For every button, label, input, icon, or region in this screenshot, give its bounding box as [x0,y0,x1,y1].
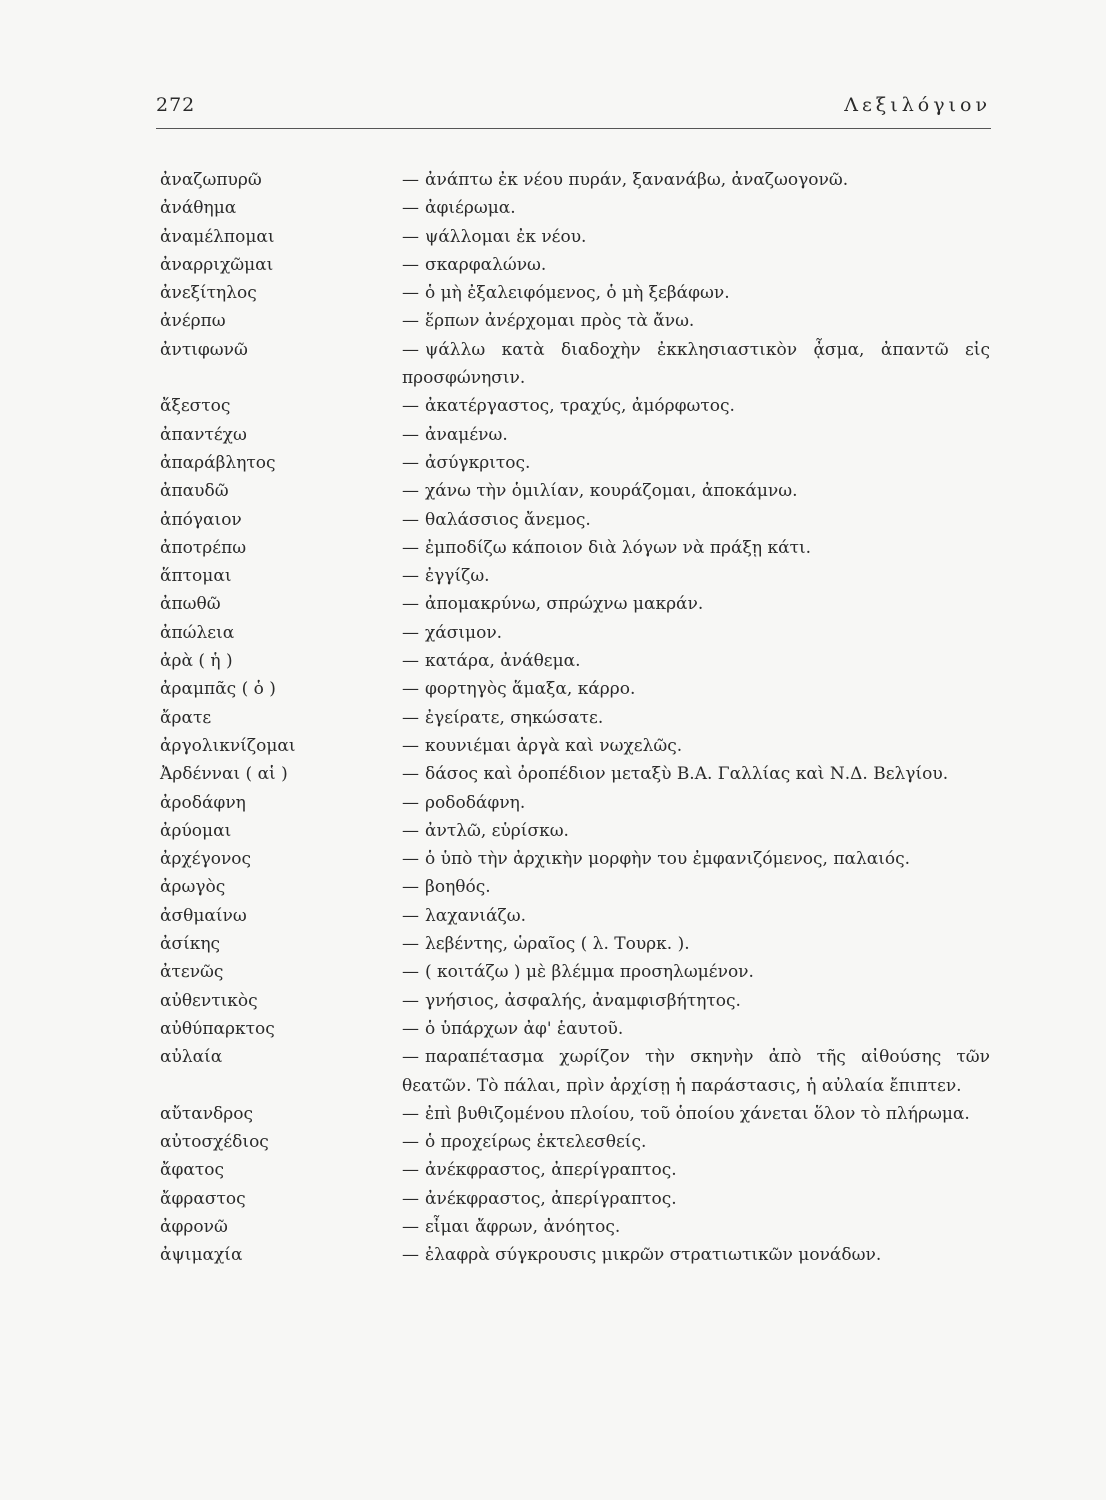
glossary-entry [160,223,990,251]
glossary-entry [160,506,990,534]
entry-definition-block [402,704,990,732]
entry-definition: θαλάσσιος ἄνεμος. [425,509,591,530]
entry-definition: λαχανιάζω. [425,905,526,926]
entry-definition-block [402,817,990,845]
entry-term: ἀναμέλπομαι [160,226,275,247]
glossary-entry [160,251,990,279]
entry-term: ἀπαυδῶ [160,481,229,502]
entry-definition: ( κοιτάζω ) μὲ βλέμμα προσηλωμένον. [425,962,754,983]
glossary-entry [160,421,990,449]
entry-definition: σκαρφαλώνω. [425,254,547,275]
glossary-entry [160,987,990,1015]
em-dash: — [402,1132,419,1153]
em-dash: — [402,170,419,190]
glossary-entry [160,760,990,788]
glossary-entry [160,336,990,393]
glossary-entry [160,1185,990,1213]
glossary-entry [160,562,990,590]
entry-term: ἀρωγὸς [160,877,226,898]
em-dash: — [402,707,419,728]
entry-definition-block [402,902,990,930]
entry-term: ἀπαράβλητος [160,452,276,473]
em-dash: — [402,1018,419,1039]
entry-definition: χάσιμον. [425,622,503,643]
entry-definition: παραπέτασμα χωρίζον τὴν σκηνὴν ἀπὸ τῆς αἰθούσης τῶν θεατῶν. Τὸ πάλαι, πρὶν ἀρχίσῃ ἡ παράστασις, ἡ αὐλαία ἔπιπτεν. [402,1047,990,1096]
entry-term: αὐθεντικὸς [160,990,258,1011]
entry-definition-block [402,958,990,986]
glossary-entry [160,1128,990,1156]
entry-definition: ἀφιέρωμα. [425,198,516,219]
glossary-entry [160,392,990,420]
entry-term: ἀποτρέπω [160,537,247,558]
entry-definition-block [402,619,990,647]
glossary-entry [160,704,990,732]
glossary-entry [160,845,990,873]
entry-definition-block [402,732,990,760]
entry-term: ἀραμπᾶς ( ὁ ) [160,679,276,700]
entry-definition-block [402,166,990,194]
entry-definition-block [402,449,990,477]
glossary-entry [160,873,990,901]
em-dash: — [402,1216,419,1237]
entry-definition: ἀσύγκριτος. [425,452,531,473]
em-dash: — [402,283,419,304]
entry-definition: ἕρπων ἀνέρχομαι πρὸς τὰ ἄνω. [425,311,695,332]
glossary-entry [160,789,990,817]
em-dash: — [402,452,419,473]
em-dash: — [402,396,419,417]
entry-definition-block [402,930,990,958]
entry-term: ἀπαντέχω [160,424,247,445]
em-dash: — [402,735,419,756]
entry-term: ἀρχέγονος [160,849,252,870]
entry-definition-block [402,845,990,873]
glossary-entry [160,647,990,675]
entry-definition: βοηθός. [425,877,491,898]
entry-definition-block [402,223,990,251]
entry-term: ἀτενῶς [160,962,224,983]
glossary-entry [160,1213,990,1241]
entry-definition: ἀνάπτω ἐκ νέου πυράν, ξανανάβω, ἀναζωογονῶ. [425,170,849,190]
entry-term: αὔτανδρος [160,1103,254,1124]
entry-definition: ἀνέκφραστος, ἀπερίγραπτος. [425,1188,677,1209]
entry-definition-block [402,590,990,618]
entry-definition: κατάρα, ἀνάθεμα. [425,651,581,672]
em-dash: — [402,1188,419,1209]
glossary-entry [160,534,990,562]
entry-definition-block [402,760,990,788]
entry-term: ἄφατος [160,1160,225,1181]
entry-definition: ἐγείρατε, σηκώσατε. [425,707,604,728]
entry-definition: ἀνέκφραστος, ἀπερίγραπτος. [425,1160,677,1181]
entry-definition-block [402,562,990,590]
entry-term: ἅπτομαι [160,566,232,587]
entry-definition-block [402,251,990,279]
entry-definition-block [402,307,990,335]
em-dash: — [402,905,419,926]
entry-definition-block [402,1185,990,1213]
entry-term: ἀσθμαίνω [160,905,247,926]
entry-definition: ἐπὶ βυθιζομένου πλοίου, τοῦ ὁποίου χάνεται ὅλον τὸ πλήρωμα. [425,1103,970,1124]
em-dash: — [402,424,419,445]
em-dash: — [402,254,419,275]
entry-term: ἀρὰ ( ἡ ) [160,651,233,672]
em-dash: — [402,1245,419,1266]
entry-definition-block [402,987,990,1015]
page-header [156,94,991,126]
entry-definition-block [402,675,990,703]
entry-definition: ὁ ὑπάρχων ἀφ' ἑαυτοῦ. [425,1018,624,1039]
em-dash: — [402,622,419,643]
entry-definition-block [402,1100,990,1128]
entry-definition-block [402,647,990,675]
entry-definition: γνήσιος, ἀσφαλής, ἀναμφισβήτητος. [425,990,741,1011]
glossary-entry [160,1156,990,1184]
entry-definition: ἀπομακρύνω, σπρώχνω μακράν. [425,594,704,615]
glossary-entry [160,958,990,986]
entry-term: Ἀρδένναι ( αἱ ) [160,764,288,785]
em-dash: — [402,877,419,898]
entry-definition: ἐγγίζω. [425,566,490,587]
em-dash: — [402,198,419,219]
entry-definition: ἐλαφρὰ σύγκρουσις μικρῶν στρατιωτικῶν μονάδων. [425,1245,882,1266]
entry-definition-block [402,421,990,449]
entry-term: ἀνάθημα [160,198,237,219]
entry-definition: ὁ προχείρως ἐκτελεσθείς. [425,1132,647,1153]
glossary-entries [160,166,990,1270]
entry-definition: ψάλλομαι ἐκ νέου. [425,226,587,247]
entry-term: ἄφραστος [160,1188,246,1209]
glossary-entry [160,930,990,958]
glossary-entry [160,449,990,477]
glossary-entry [160,675,990,703]
entry-term: ἀφρονῶ [160,1216,228,1237]
entry-term: ἀσίκης [160,934,221,955]
entry-term: ἀνεξίτηλος [160,283,257,304]
entry-definition-block [402,477,990,505]
em-dash: — [402,934,419,955]
entry-definition-block [402,1043,990,1100]
entry-definition-block [402,506,990,534]
entry-definition: ὁ μὴ ἐξαλειφόμενος, ὁ μὴ ξεβάφων. [425,283,730,304]
entry-definition: χάνω τὴν ὁμιλίαν, κουράζομαι, ἀποκάμνω. [425,481,798,502]
entry-definition-block [402,789,990,817]
em-dash: — [402,651,419,672]
entry-term: ἀναζωπυρῶ [160,170,262,190]
entry-definition-block [402,1156,990,1184]
entry-definition-block [402,534,990,562]
glossary-entry [160,1100,990,1128]
entry-definition-block [402,1213,990,1241]
glossary-entry [160,1015,990,1043]
entry-term: ἄξεστος [160,396,231,417]
em-dash: — [402,1047,419,1068]
entry-definition: κουνιέμαι ἀργὰ καὶ νωχελῶς. [425,735,683,756]
em-dash: — [402,339,419,360]
header-divider [156,128,991,129]
entry-definition: λεβέντης, ὡραῖος ( λ. Τουρκ. ). [425,934,690,955]
entry-term: ἀροδάφνη [160,792,246,813]
glossary-entry [160,902,990,930]
em-dash: — [402,566,419,587]
page-number: 272 [156,94,196,116]
entry-definition: ἀναμένω. [425,424,508,445]
entry-definition: ἐμποδίζω κάποιον διὰ λόγων νὰ πράξῃ κάτι. [425,537,812,558]
entry-term: ἀπωθῶ [160,594,221,615]
entry-definition-block [402,279,990,307]
em-dash: — [402,990,419,1011]
entry-definition: ἀντλῶ, εὑρίσκω. [425,820,569,841]
glossary-entry [160,1043,990,1100]
glossary-entry [160,1241,990,1269]
entry-term: αὐτοσχέδιος [160,1132,269,1153]
entry-definition-block [402,1241,990,1269]
entry-term: ἀντιφωνῶ [160,339,248,360]
em-dash: — [402,679,419,700]
entry-term: ἀργολικνίζομαι [160,735,296,756]
em-dash: — [402,849,419,870]
em-dash: — [402,509,419,530]
entry-definition-block [402,1128,990,1156]
entry-term: αὐλαία [160,1047,223,1068]
entry-definition: φορτηγὸς ἅμαξα, κάρρο. [425,679,636,700]
entry-definition: ροδοδάφνη. [425,792,526,813]
entry-definition: ἀκατέργαστος, τραχύς, ἀμόρφωτος. [425,396,735,417]
glossary-entry [160,166,990,194]
em-dash: — [402,792,419,813]
em-dash: — [402,820,419,841]
em-dash: — [402,962,419,983]
em-dash: — [402,1160,419,1181]
em-dash: — [402,1103,419,1124]
em-dash: — [402,481,419,502]
entry-definition-block [402,392,990,420]
em-dash: — [402,537,419,558]
glossary-entry [160,817,990,845]
em-dash: — [402,764,419,785]
glossary-entry [160,279,990,307]
entry-term: ἀπώλεια [160,622,235,643]
entry-term: ἀρύομαι [160,820,232,841]
entry-term: ἀψιμαχία [160,1245,243,1266]
entry-term: ἀπόγαιον [160,509,242,530]
entry-term: αὐθύπαρκτος [160,1018,275,1039]
glossary-entry [160,307,990,335]
entry-term: ἀναρριχῶμαι [160,254,274,275]
entry-definition-block [402,1015,990,1043]
entry-definition: δάσος καὶ ὀροπέδιον μεταξὺ Β.Α. Γαλλίας καὶ Ν.Δ. Βελγίου. [425,764,949,785]
glossary-entry [160,477,990,505]
glossary-entry [160,194,990,222]
glossary-entry [160,590,990,618]
em-dash: — [402,594,419,615]
entry-definition-block [402,194,990,222]
glossary-entry [160,619,990,647]
entry-term: ἀνέρπω [160,311,226,332]
entry-definition-block [402,336,990,393]
em-dash: — [402,226,419,247]
entry-definition-block [402,873,990,901]
entry-term: ἄρατε [160,707,212,728]
entry-definition: εἶμαι ἄφρων, ἀνόητος. [425,1216,621,1237]
em-dash: — [402,311,419,332]
entry-definition: ὁ ὑπὸ τὴν ἀρχικὴν μορφὴν του ἐμφανιζόμενος, παλαιός. [425,849,911,870]
glossary-entry [160,732,990,760]
entry-definition: ψάλλω κατὰ διαδοχὴν ἐκκλησιαστικὸν ᾆσμα, ἀπαντῶ εἰς προσφώνησιν. [402,339,990,389]
running-title: Λεξιλόγιον [844,94,991,116]
